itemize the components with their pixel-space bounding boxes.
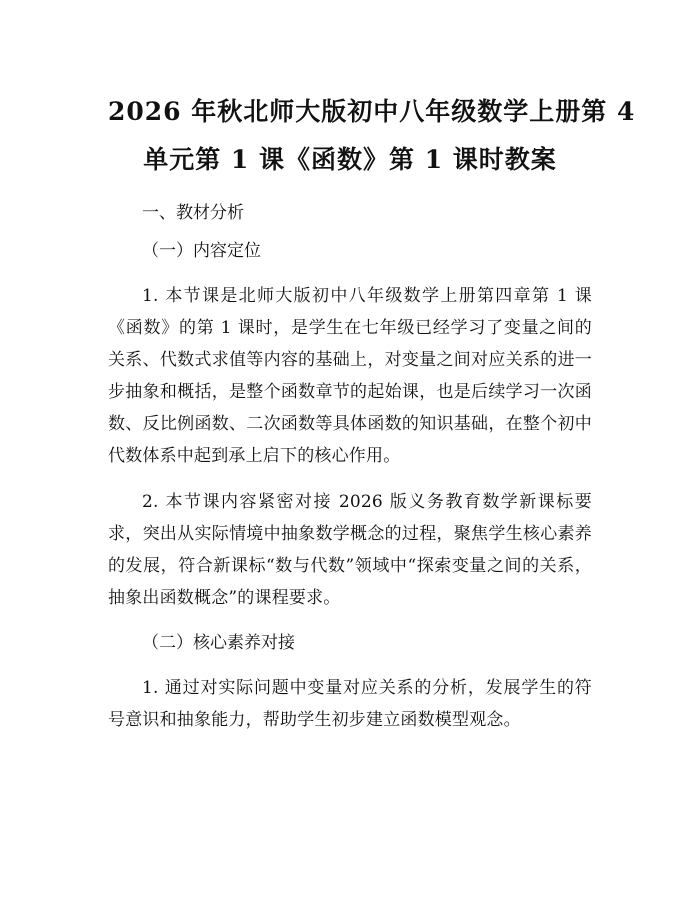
section-heading-textbook-analysis: 一、教材分析 xyxy=(142,203,244,223)
paragraph-literacy-1: 1. 通过对实际问题中变量对应关系的分析，发展学生的符号意识和抽象能力，帮助学生初步建立函数模型观念。 xyxy=(108,678,592,730)
title-line-2: 单元第 1 课《函数》第 1 课时教案 xyxy=(143,145,557,174)
paragraph-content-2: 2. 本节课内容紧密对接 2026 版义务教育数学新课标要求，突出从实际情境中抽象数学概念的过程，聚焦学生核心素养的发展，符合新课标“数与代数”领域中“探索变量之间的关系，抽象出函数概念”的课程要求。 xyxy=(108,492,592,608)
subsection-heading-content-positioning: （一）内容定位 xyxy=(142,241,261,261)
title-line-1: 2026 年秋北师大版初中八年级数学上册第 4 xyxy=(108,97,636,126)
document-body xyxy=(108,198,592,736)
paragraph-content-1: 1. 本节课是北师大版初中八年级数学上册第四章第 1 课《函数》的第 1 课时，是学生在七年级已经学习了变量之间的关系、代数式求值等内容的基础上，对变量之间对应关系的进一步抽象和概括，是整个函数章节的起始课，也是后续学习一次函数、反比例函数、二次函数等具体函数的知识基础，在整个初中代数体系中起到承上启下的核心作用。 xyxy=(108,286,592,466)
subsection-heading-core-literacy: （二）核心素养对接 xyxy=(142,633,295,653)
document-title xyxy=(108,88,636,184)
